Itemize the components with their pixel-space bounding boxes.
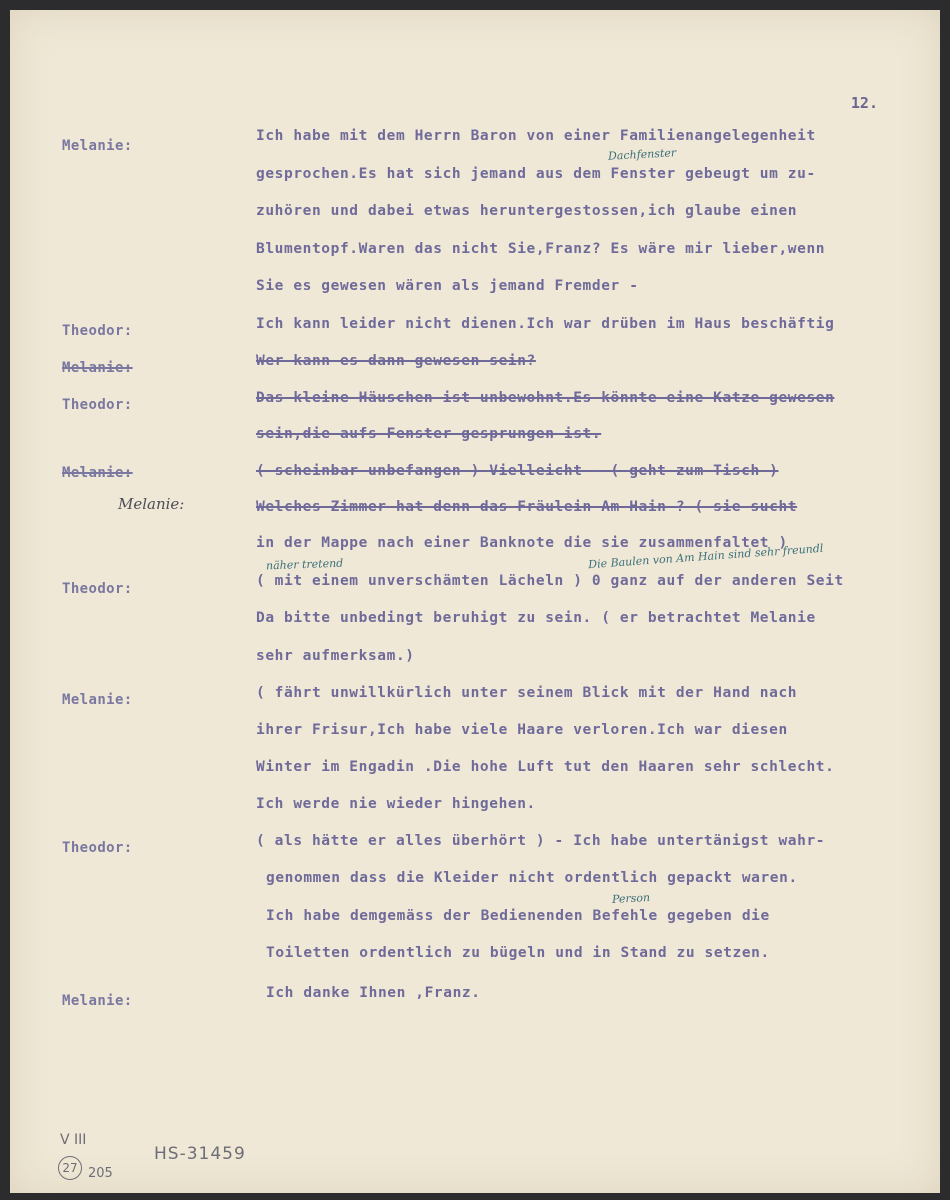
text-line: in der Mappe nach einer Banknote die sie zusammenfaltet ) xyxy=(256,535,788,551)
speaker-label: Theodor: xyxy=(62,840,133,856)
text-line: Blumentopf.Waren das nicht Sie,Franz? Es wäre mir lieber,wenn xyxy=(256,241,826,257)
text-line: ( mit einem unverschämten Lächeln ) 0 ganz auf der anderen Seit xyxy=(256,573,844,589)
handwritten-insertion: Dachfenster xyxy=(607,146,677,163)
text-line-struck: Wer kann es dann gewesen sein? xyxy=(256,353,536,369)
document-page xyxy=(10,10,940,1193)
handwritten-insertion: näher tretend xyxy=(265,556,344,573)
text-line-struck: Das kleine Häuschen ist unbewohnt.Es könnte eine Katze gewesen xyxy=(256,390,835,406)
handwritten-margin-speaker: Melanie: xyxy=(118,495,185,513)
speaker-label: Theodor: xyxy=(62,581,133,597)
text-line: Toiletten ordentlich zu bügeln und in Stand zu setzen. xyxy=(266,945,770,961)
text-line: ( als hätte er alles überhört ) - Ich habe untertänigst wahr- xyxy=(256,833,826,849)
speaker-label-struck: Melanie: xyxy=(62,465,133,481)
text-line-struck: ( scheinbar unbefangen ) Vielleicht - ( geht zum Tisch ) xyxy=(256,463,779,479)
archive-roman-numeral: V III xyxy=(60,1132,87,1148)
handwritten-insertion: Person xyxy=(611,891,651,906)
text-line: gesprochen.Es hat sich jemand aus dem Fenster gebeugt um zu- xyxy=(256,166,816,182)
archive-folio-number: 205 xyxy=(88,1166,113,1181)
speaker-label: Theodor: xyxy=(62,397,133,413)
archive-signature: HS-31459 xyxy=(154,1144,246,1164)
text-line: Ich danke Ihnen ,Franz. xyxy=(266,985,481,1001)
text-line-struck: Welches Zimmer hat denn das Fräulein Am Hain ? ( sie sucht xyxy=(256,499,798,515)
text-line: sehr aufmerksam.) xyxy=(256,648,415,664)
speaker-label: Melanie: xyxy=(62,993,133,1009)
text-line: ihrer Frisur,Ich habe viele Haare verloren.Ich war diesen xyxy=(256,722,788,738)
archive-circled-number: 27 xyxy=(58,1156,82,1180)
speaker-label-struck: Melanie: xyxy=(62,360,133,376)
speaker-label: Theodor: xyxy=(62,323,133,339)
speaker-label: Melanie: xyxy=(62,692,133,708)
text-line: zuhören und dabei etwas heruntergestossen,ich glaube einen xyxy=(256,203,798,219)
text-line: Sie es gewesen wären als jemand Fremder - xyxy=(256,278,639,294)
text-line: Ich habe demgemäss der Bedienenden Befehle gegeben die xyxy=(266,908,770,924)
text-line: genommen dass die Kleider nicht ordentlich gepackt waren. xyxy=(266,870,798,886)
text-line: ( fährt unwillkürlich unter seinem Blick mit der Hand nach xyxy=(256,685,798,701)
text-line: Winter im Engadin .Die hohe Luft tut den Haaren sehr schlecht. xyxy=(256,759,835,775)
text-line: Ich werde nie wieder hingehen. xyxy=(256,796,536,812)
text-line: Ich habe mit dem Herrn Baron von einer Familienangelegenheit xyxy=(256,128,816,144)
speaker-label: Melanie: xyxy=(62,138,133,154)
text-line: Ich kann leider nicht dienen.Ich war drüben im Haus beschäftig xyxy=(256,316,835,332)
text-line: Da bitte unbedingt beruhigt zu sein. ( er betrachtet Melanie xyxy=(256,610,816,626)
handwritten-insertion: Die Baulen von Am Hain sind sehr freundl xyxy=(587,541,824,572)
page-number: 12. xyxy=(850,94,878,112)
text-line-struck: sein,die aufs Fenster gesprungen ist. xyxy=(256,426,602,442)
